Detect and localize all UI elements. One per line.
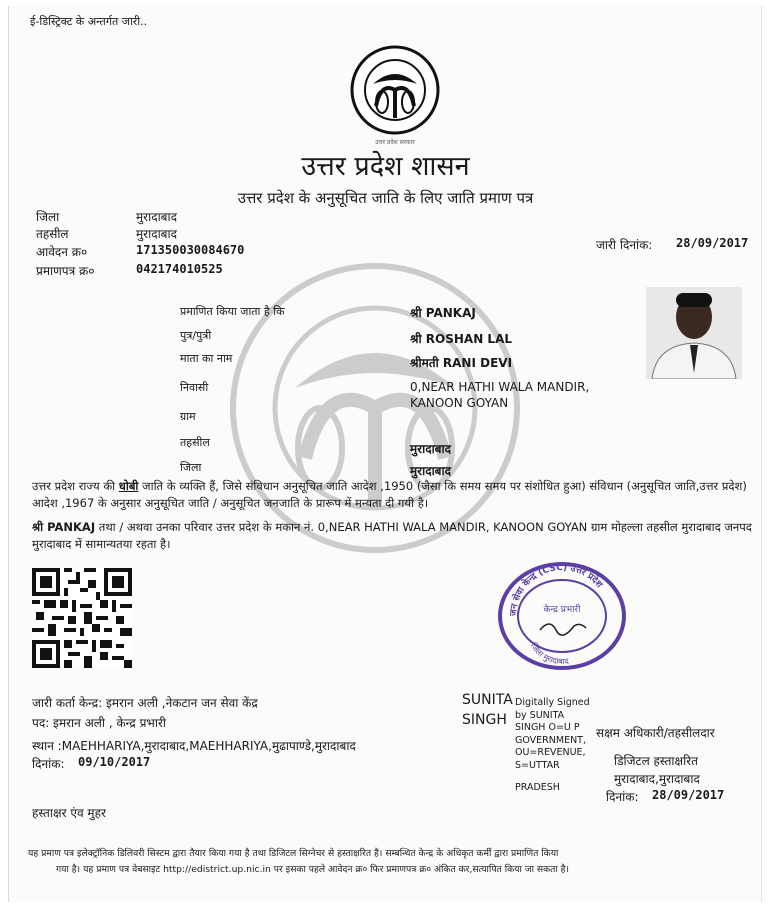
digital-signature-details: Digitally Signed by SUNITA SINGH O=U P GOVERNMENT, OU=REVENUE, S=UTTAR PRADESH: [515, 697, 590, 793]
person-tehsil-label: तहसील: [180, 436, 210, 449]
stamp-inner-text: केन्द्र प्रभारी: [543, 605, 581, 615]
tehsil-label: तहसील: [36, 227, 69, 241]
verification-footer: [28, 846, 754, 878]
residence-declaration: श्री PANKAJ तथा / अथवा उनका परिवार उत्तर प्रदेश के मकान नं. 0,NEAR HATHI WALA MANDIR, KANOON GOYAN ग्राम मोहल्ला तहसील मुरादाबाद जनपद मुरादाबाद में सामान्यतया रहता है।: [32, 520, 752, 551]
applicant-name: श्री PANKAJ: [410, 306, 476, 320]
issue-date-label: जारी दिनांक:: [596, 238, 653, 252]
issuer-date-label: दिनांक:: [32, 757, 65, 771]
footer-line-1: यह प्रमाण पत्र इलेक्ट्रॉनिक डिलिवरी सिस्टम द्वारा तैयार किया गया है तथा डिजिटल सिग्नेचर से हस्ताक्षरित है। सम्बन्धित केन्द्र के अधिकृत कर्मी द्वारा प्रमाणित किया: [28, 848, 559, 859]
top-note: ई-डिस्ट्रिक्ट के अन्तर्गत जारी..: [30, 15, 148, 28]
application-number-label: आवेदन क्र०: [36, 245, 88, 259]
person-district-label: जिला: [180, 461, 202, 474]
applicant-photo: [646, 287, 742, 379]
district-value: मुरादाबाद: [136, 210, 178, 224]
emblem-caption: उत्तर प्रदेश सरकार: [375, 139, 415, 146]
authority-date-label: दिनांक:: [606, 790, 639, 804]
district-label: जिला: [36, 210, 60, 224]
svg-text:जिला मुरादाबाद: जिला मुरादाबाद: [528, 641, 570, 667]
application-number: 171350030084670: [136, 243, 245, 257]
signer-name: SUNITA SINGH: [462, 692, 513, 728]
up-government-emblem: [349, 44, 441, 136]
caste-declaration: उत्तर प्रदेश राज्य की धोबी जाति के व्यक्ति हैं, जिसे संविधान अनुसूचित जाति आदेश ,1950 (जैसा कि समय समय पर संशोधित हुआ) संविधान (अनुसूचित जाति,उत्तर प्रदेश) आदेश ,1967 के अनुसार अनुसूचित जाति / अनुसूचित जनजाति के प्रारूप में मन्यता दी गयी है।: [32, 479, 747, 510]
certified-label: प्रमाणित किया जाता है कि: [180, 305, 285, 318]
authority-role: सक्षम अधिकारी/तहसीलदार: [596, 726, 715, 740]
issuer-date: 09/10/2017: [78, 755, 151, 769]
address-line-1: 0,NEAR HATHI WALA MANDIR,: [410, 380, 590, 394]
certificate-number-label: प्रमाणपत्र क्र०: [36, 264, 95, 278]
authority-date: 28/09/2017: [652, 788, 725, 802]
resident-label: निवासी: [180, 381, 209, 394]
issuer-place: स्थान :MAEHHARIYA,मुरादाबाद,MAEHHARIYA,मुढापाण्डे,मुरादाबाद: [32, 739, 356, 753]
qr-code: [32, 568, 132, 668]
authority-location: मुरादाबाद,मुरादाबाद: [614, 772, 700, 786]
signature-and-seal-label: हस्ताक्षर एंव मुहर: [32, 806, 106, 820]
caste-name: धोबी: [118, 479, 139, 493]
footer-line-2: गया है। यह प्रमाण पत्र वेबसाइट http://edistrict.up.nic.in पर इसका पहले आवेदन क्र० फिर प्रमाणपत्र क्र० अंकित कर,सत्यापित किया जा सकता है।: [56, 864, 570, 875]
village-label: ग्राम: [180, 410, 196, 423]
person-district-value: मुरादाबाद: [410, 464, 452, 478]
issue-date: 28/09/2017: [676, 236, 749, 250]
tehsil-value: मुरादाबाद: [136, 227, 178, 241]
child-of-label: पुत्र/पुत्री: [180, 329, 212, 342]
address-line-2: KANOON GOYAN: [410, 396, 509, 410]
issuing-center: जारी कर्ता केन्द्र: इमरान अली ,नेकटान जन सेवा केंद्र: [32, 696, 258, 710]
page-subtitle: उत्तर प्रदेश के अनुसूचित जाति के लिए जाति प्रमाण पत्र: [237, 189, 534, 207]
svg-text:जन सेवा केन्द्र (CSC) उत्तर प्: जन सेवा केन्द्र (CSC) उत्तर प्रदेश: [508, 562, 604, 617]
issuer-post: पद: इमरान अली , केन्द्र प्रभारी: [32, 716, 166, 730]
mother-label: माता का नाम: [180, 352, 233, 365]
certificate-number: 042174010525: [136, 262, 223, 276]
mother-name: श्रीमती RANI DEVI: [410, 356, 513, 370]
page-title: उत्तर प्रदेश शासन: [301, 151, 470, 182]
father-name: श्री ROSHAN LAL: [410, 332, 512, 346]
person-tehsil-value: मुरादाबाद: [410, 442, 452, 456]
csc-seal-stamp: [496, 560, 628, 672]
authority-digital-signed: डिजिटल हस्ताक्षरित: [614, 754, 698, 768]
